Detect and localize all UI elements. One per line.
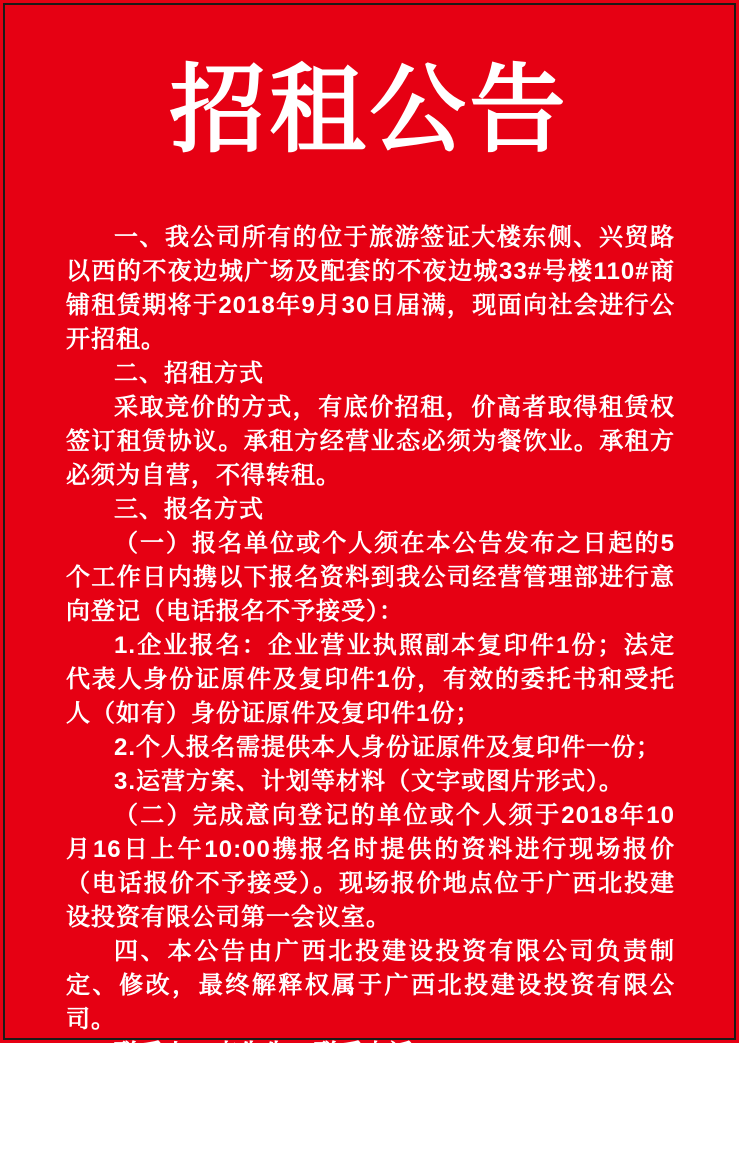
- body-paragraph-intro: 一、我公司所有的位于旅游签证大楼东侧、兴贸路以西的不夜边城广场及配套的不夜边城33#号楼110#商铺租赁期将于2018年9月30日届满，现面向社会进行公开招租。: [66, 224, 675, 354]
- body-paragraph-operation-plan: 3.运营方案、计划等材料（文字或图片形式）。: [114, 768, 625, 796]
- body-heading-signup-method: 三、报名方式: [114, 496, 264, 524]
- announcement-body: [66, 221, 675, 1071]
- page-title: 招租公告: [169, 53, 570, 166]
- body-heading-rental-method: 二、招租方式: [114, 360, 264, 388]
- body-paragraph-signup-registration: （一）报名单位或个人须在本公告发布之日起的5个工作日内携以下报名资料到我公司经营管理部进行意向登记（电话报名不予接受）：: [66, 530, 675, 626]
- signature-company: 广西北投建设投资有限公司: [364, 1095, 677, 1124]
- body-paragraph-onsite-bidding: （二）完成意向登记的单位或个人须于2018年10月16日上午10:00携报名时提供的资料进行现场报价（电话报价不予接受）。现场报价地点位于广西北投建设投资有限公司第一会议室。: [66, 802, 675, 932]
- body-paragraph-personal-signup: 2.个人报名需提供本人身份证原件及复印件一份；: [114, 734, 662, 762]
- signature-block: [5, 1093, 734, 1159]
- poster-frame-border: [3, 3, 736, 1157]
- body-paragraph-contact-info: 联系人：李先生 联系电话：0770-6291633: [114, 1040, 606, 1068]
- body-paragraph-company-signup: 1.企业报名：企业营业执照副本复印件1份；法定代表人身份证原件及复印件1份，有效的委托书和受托人（如有）身份证原件及复印件1份；: [66, 632, 675, 728]
- signature-date: 2018年9月30日: [434, 1128, 617, 1157]
- body-paragraph-rental-method: 采取竞价的方式，有底价招租，价高者取得租赁权签订租赁协议。承租方经营业态必须为餐饮业。承租方必须为自营，不得转租。: [66, 394, 675, 490]
- body-paragraph-interpretation-rights: 四、本公告由广西北投建设投资有限公司负责制定、修改，最终解释权属于广西北投建设投资有限公司。: [66, 938, 675, 1034]
